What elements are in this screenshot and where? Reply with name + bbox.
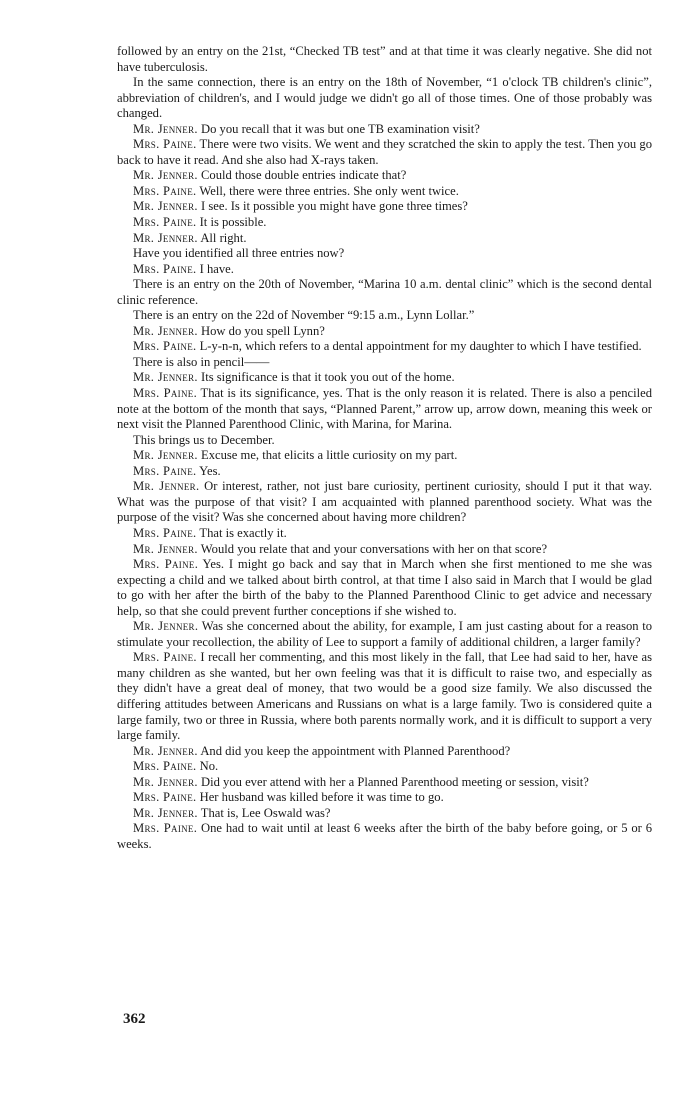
speaker: Mrs. Paine. [133, 261, 197, 276]
speaker: Mrs. Paine. [133, 650, 197, 665]
speaker: Mrs. Paine. [133, 821, 198, 836]
speaker: Mr. Jenner. [133, 121, 198, 136]
paragraph-text: Would you relate that and your conversations with her on that score? [200, 541, 548, 556]
speaker: Mrs. Paine. [133, 137, 197, 152]
paragraph [117, 370, 652, 386]
paragraph [117, 526, 652, 542]
paragraph-text: Did you ever attend with her a Planned Parenthood meeting or session, visit? [201, 774, 589, 789]
paragraph [117, 137, 652, 168]
paragraph-text: Its significance is that it took you out of the home. [201, 370, 455, 385]
paragraph-text: Excuse me, that elicits a little curiosity on my part. [201, 448, 458, 463]
paragraph-text: I recall her commenting, and this most likely in the fall, that Lee had said to her, have as many children as she wanted, but her own feeling was that it is difficult to raise two, and especially as they didn't have a great deal of money, that two would be a good size family. We also discussed the differing attitudes between Americans and Russians on what is a large family. Two is considered quite a large family, two or three in Russia, where both parents normally work, and it is difficult to support a very large family. [117, 650, 653, 743]
paragraph [117, 650, 652, 743]
paragraph-text: Yes. I might go back and say that in March when she first mentioned to me she was expecting a child and we talked about birth control, at that time I also said in March that I would be glad to go with her after the birth of the baby to the Planned Parenthood Clinic to get advice and necessary help, so that she could prevent further conceptions if she wished to. [117, 557, 653, 618]
speaker: Mrs. Paine. [133, 463, 197, 478]
paragraph [117, 339, 652, 355]
paragraph [117, 44, 652, 75]
speaker: Mr. Jenner. [133, 448, 198, 463]
paragraph [117, 355, 652, 371]
speaker: Mr. Jenner. [133, 370, 198, 385]
paragraph-text: I have. [199, 261, 234, 276]
paragraph [117, 790, 652, 806]
speaker: Mrs. Paine. [133, 215, 197, 230]
speaker: Mrs. Paine. [133, 790, 197, 805]
speaker: Mrs. Paine. [133, 339, 197, 354]
speaker: Mrs. Paine. [133, 759, 197, 774]
paragraph [117, 759, 652, 775]
paragraph [117, 277, 652, 308]
paragraph-text: L-y-n-n, which refers to a dental appointment for my daughter to which I have testified. [199, 339, 642, 354]
paragraph [117, 215, 652, 231]
paragraph [117, 806, 652, 822]
paragraph-text: All right. [200, 230, 247, 245]
paragraph [117, 199, 652, 215]
paragraph-text: followed by an entry on the 21st, “Checked TB test” and at that time it was clearly negative. She did not have tuberculosis. [117, 44, 652, 74]
speaker: Mr. Jenner. [133, 743, 198, 758]
paragraph-text: That is exactly it. [199, 525, 287, 540]
speaker: Mr. Jenner. [133, 805, 198, 820]
paragraph-text: There is also in pencil—— [133, 354, 270, 369]
paragraph-text: Could those double entries indicate that? [201, 168, 407, 183]
paragraph-text: Well, there were three entries. She only went twice. [199, 183, 459, 198]
paragraph-text: This brings us to December. [133, 432, 275, 447]
paragraph [117, 542, 652, 558]
page-number: 362 [123, 1011, 146, 1027]
paragraph-text: Was she concerned about the ability, for example, I am just casting about for a reason to stimulate your recollection, the ability of Lee to support a family of additional children, a larger family? [117, 619, 652, 649]
transcript-page [117, 44, 652, 852]
paragraph-text: One had to wait until at least 6 weeks after the birth of the baby before going, or 5 or 6 weeks. [117, 821, 652, 851]
paragraph-text: There is an entry on the 20th of November, “Marina 10 a.m. dental clinic” which is the second dental clinic reference. [117, 277, 652, 307]
paragraph [117, 231, 652, 247]
speaker: Mr. Jenner. [133, 168, 198, 183]
paragraph [117, 308, 652, 324]
speaker: Mr. Jenner. [133, 619, 199, 634]
paragraph [117, 464, 652, 480]
paragraph-text: Yes. [199, 463, 221, 478]
paragraph [117, 775, 652, 791]
speaker: Mr. Jenner. [133, 541, 198, 556]
paragraph [117, 821, 652, 852]
paragraph-text: It is possible. [199, 215, 267, 230]
paragraph [117, 246, 652, 262]
paragraph-text: How do you spell Lynn? [201, 323, 325, 338]
paragraph [117, 619, 652, 650]
paragraph-text: Have you identified all three entries now? [133, 246, 345, 261]
paragraph [117, 386, 652, 433]
paragraph [117, 433, 652, 449]
speaker: Mr. Jenner. [133, 323, 198, 338]
speaker: Mr. Jenner. [133, 230, 198, 245]
paragraph-text: Her husband was killed before it was time to go. [199, 790, 444, 805]
paragraph [117, 557, 652, 619]
paragraph [117, 479, 652, 526]
speaker: Mrs. Paine. [133, 557, 199, 572]
paragraph [117, 168, 652, 184]
speaker: Mr. Jenner. [133, 479, 200, 494]
paragraph-text: And did you keep the appointment with Planned Parenthood? [200, 743, 511, 758]
paragraph [117, 744, 652, 760]
paragraph [117, 448, 652, 464]
paragraph [117, 324, 652, 340]
paragraph-text: There is an entry on the 22d of November “9:15 a.m., Lynn Lollar.” [133, 308, 475, 323]
paragraph-text: No. [199, 759, 219, 774]
paragraph [117, 122, 652, 138]
paragraph-text: I see. Is it possible you might have gone three times? [201, 199, 468, 214]
speaker: Mr. Jenner. [133, 199, 198, 214]
paragraph [117, 75, 652, 122]
paragraph-text: There were two visits. We went and they scratched the skin to apply the test. Then you go back to have it read. And she also had X-rays taken. [117, 137, 652, 167]
speaker: Mr. Jenner. [133, 774, 198, 789]
paragraph-text: That is its significance, yes. That is the only reason it is related. There is also a penciled note at the bottom of the month that says, “Planned Parent,” arrow up, arrow down, meaning this week or next visit the Planned Parenthood Clinic, with Marina, for Marina. [117, 386, 653, 432]
speaker: Mrs. Paine. [133, 525, 197, 540]
speaker: Mrs. Paine. [133, 386, 198, 401]
paragraph-text: That is, Lee Oswald was? [200, 805, 331, 820]
paragraph-text: Do you recall that it was but one TB examination visit? [201, 121, 480, 136]
paragraph [117, 262, 652, 278]
paragraph-text: Or interest, rather, not just bare curiosity, pertinent curiosity, should I put it that way. What was the purpose of that visit? I am acquainted with planned parenthood society. What was the purpose of the visit? Was she concerned about having more children? [117, 479, 652, 525]
paragraph-text: In the same connection, there is an entry on the 18th of November, “1 o'clock TB children's clinic”, abbreviation of children's, and I would judge we didn't go all of those times. One of those probably was changed. [117, 75, 652, 121]
paragraph [117, 184, 652, 200]
speaker: Mrs. Paine. [133, 183, 197, 198]
